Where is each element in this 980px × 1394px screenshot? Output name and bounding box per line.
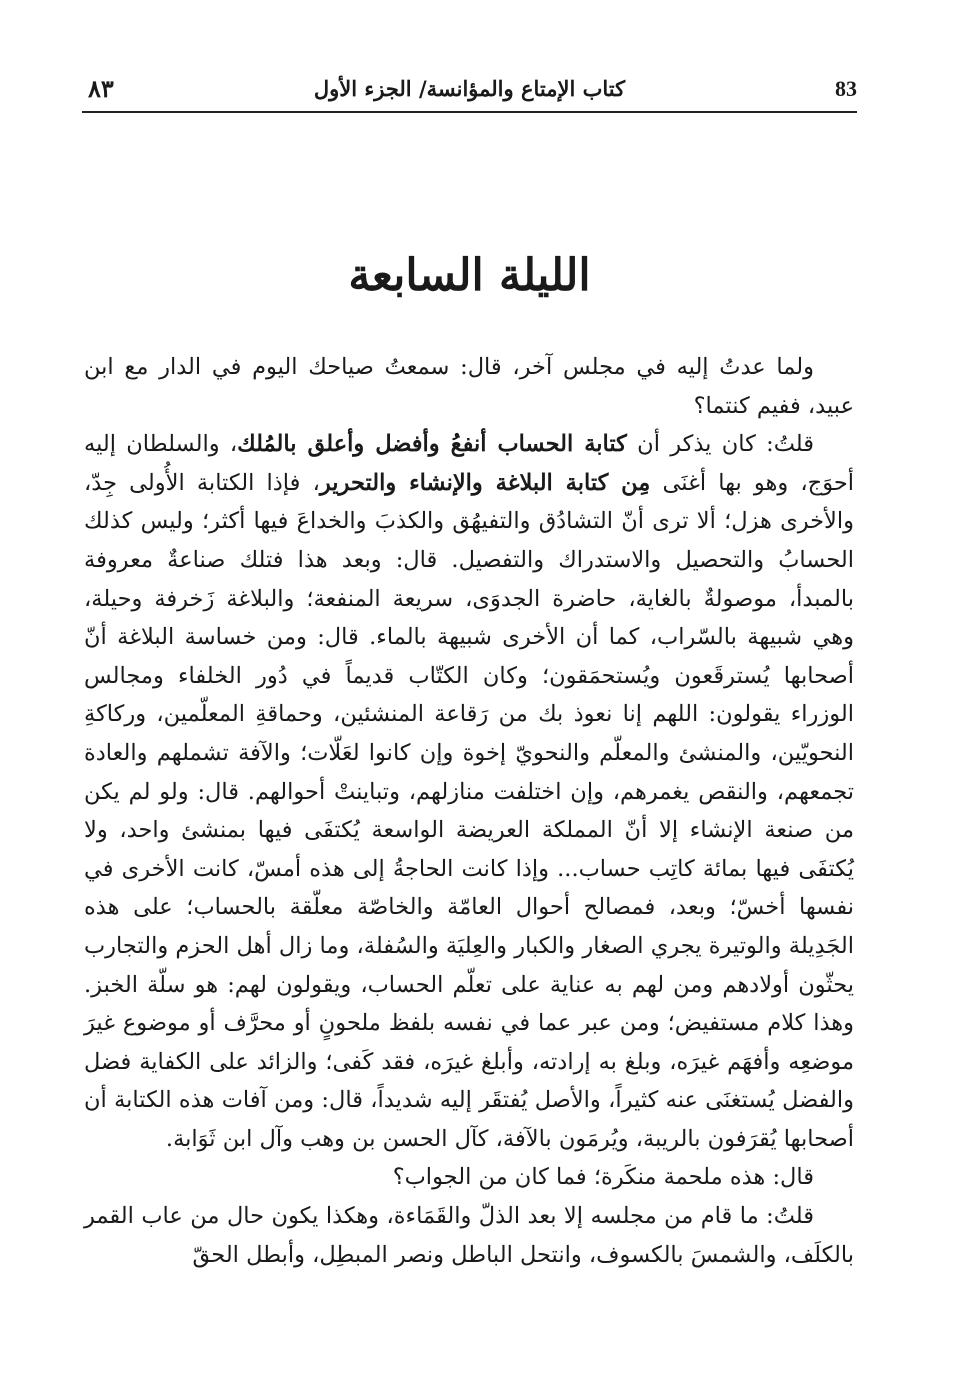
paragraph-lead: قلتُ: كان يذكر أن — [626, 431, 814, 458]
page-header — [82, 70, 857, 110]
chapter-title: الليلة السابعة — [348, 250, 591, 301]
paragraph: ولما عدتُ إليه في مجلس آخر، قال: سمعتُ صياحك اليوم في الدار مع ابن عبيد، ففيم كنتما؟ — [84, 354, 854, 419]
bold-phrase: مِن كتابة البلاغة والإنشاء والتحرير — [319, 469, 651, 496]
page-number-arabic: ٨٣ — [88, 74, 114, 103]
paragraph: قال: هذه ملحمة منكَرة؛ فما كان من الجواب؟ — [392, 1164, 814, 1191]
page-number-latin: 83 — [835, 76, 857, 101]
paragraph-mid: ، والسلطان إليه أحوَج، وهو بها أغنَى — [84, 431, 854, 496]
paragraph: قلتُ: ما قام من مجلسه إلا بعد الذلّ والقَمَاءة، وهكذا يكون حال من عاب القمر بالكلَف، والشمسَ بالكسوف، وانتحل الباطل ونصر المبطِل، وأبطل الحقّ — [84, 1203, 854, 1268]
paragraph — [84, 425, 854, 1158]
header-rule — [82, 111, 857, 113]
bold-phrase: كتابة الحساب أنفعُ وأفضل وأعلق بالمُلك — [237, 431, 627, 458]
running-title: كتاب الإمتاع والمؤانسة/ الجزء الأول — [313, 76, 626, 101]
paragraph-rest: ، فإذا الكتابة الأُولى جِدّ، والأخرى هزل؛ ألا ترى أنّ التشادُق والتفيهُق والكذبَ والخداعَ فيها أكثر؛ وليس كذلك الحسابُ والتحصيل والاستدراك والتفصيل. قال: وبعد هذا فتلك صناعةٌ معروفة بالمبدأ، موصولةٌ بالغاية، حاضرة الجدوَى، سريعة المنفعة؛ والبلاغة زَخرفة وحيلة، وهي شبيهة بالسّراب، كما أن الأخرى شبيهة بالماء. قال: ومن خساسة البلاغة أنّ أصحابها يُسترقَعون ويُستحمَقون؛ وكان الكتّاب قديماً في دُور الخلفاء ومجالس الوزراء يقولون: اللهم إنا نعوذ بك من رَقاعة المنشئين، وحماقةِ المعلّمين، وركاكةِ النحويّين، والمنشئ والمعلّم والنحويّ إخوة وإن كانوا لعَلّات؛ والآفة تشملهم والعادة تجمعهم، والنقص يغمرهم، وإن اختلفت منازلهم، وتباينتْ أحوالهم. قال: ولو لم يكن من صنعة الإنشاء إلا أنّ المملكة العريضة الواسعة يُكتفَى فيها بمنشئ واحد، ولا يُكتفَى فيها بمائة كاتِب حساب... وإذا كانت الحاجةُ إلى هذه أمسّ، كانت الأخرى في نفسها أخسّ؛ وبعد، فمصالح أحوال العامّة والخاصّة معلّقة بالحساب؛ على هذه الجَدِيلة والوتيرة يجري الصغار والكبار والعِليَة والسُفلة، وما زال أهل الحزم والتجارب يحثّون أولادهم ومن لهم به عناية على تعلّم الحساب، ويقولون لهم: هو سلّة الخبز. وهذا كلام مستفيض؛ ومن عبر عما في نفسه بلفظ ملحونٍ أو محرَّف أو موضوع غيرَ موضعِه وأفهَم غيرَه، وبلغ به إرادته، وأبلغ غيرَه، فقد كَفى؛ والزائد على الكفاية فضل والفضل يُستغنَى عنه كثيراً، والأصل يُفتقَر إليه شديداً، قال: ومن آفات هذه الكتابة أن أصحابها يُقرَفون بالريبة، ويُرمَون بالآفة، كآل الحسن بن وهب وآل ابن ثَوَابة. — [84, 469, 854, 1152]
body-text — [84, 348, 854, 1274]
